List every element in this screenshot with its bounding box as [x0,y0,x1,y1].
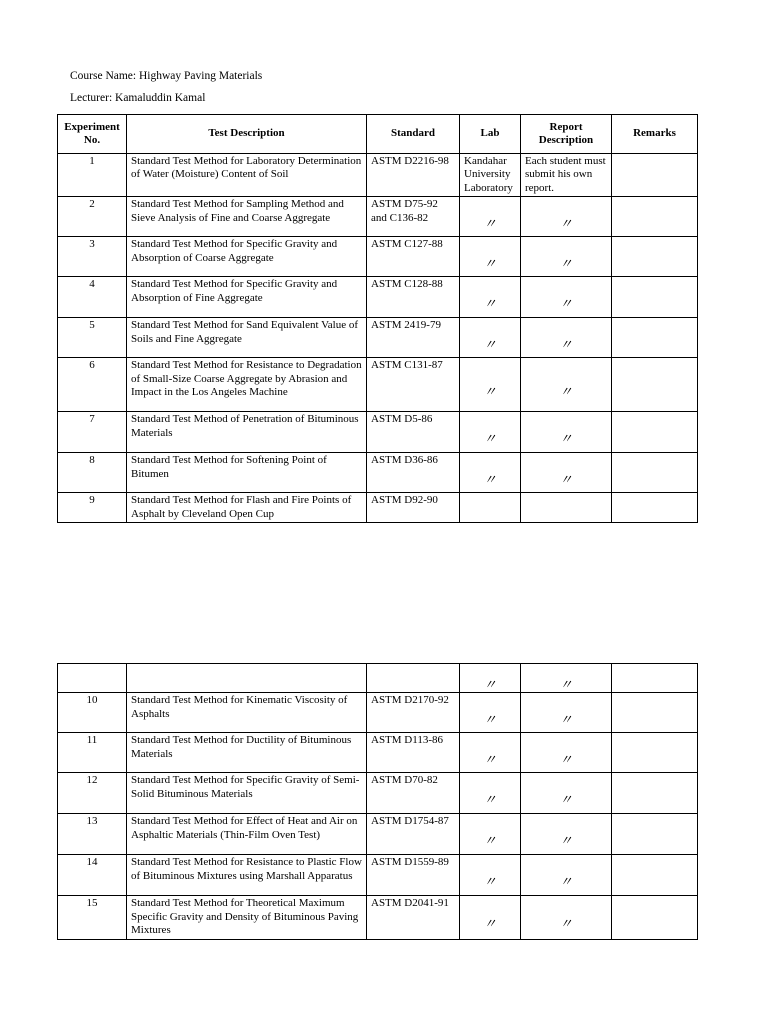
report-description-cell: 〃 [521,318,612,358]
table-row [58,733,698,773]
report-description-cell: 〃 [521,453,612,493]
lab-cell: 〃 [460,693,521,733]
experiment-number-cell: 8 [58,453,127,493]
remarks-cell [612,814,698,855]
report-description-cell: 〃 [521,733,612,773]
course-name: Course Name: Highway Paving Materials [70,70,263,82]
test-description-cell: Standard Test Method for Sand Equivalent Value of Soils and Fine Aggregate [127,318,367,358]
report-description-cell: 〃 [521,277,612,318]
remarks-cell [612,896,698,939]
remarks-cell [612,277,698,318]
lab-cell: 〃 [460,664,521,693]
header-row [58,115,698,154]
remarks-cell [612,773,698,814]
experiment-number-cell: 3 [58,237,127,277]
experiment-number-cell: 11 [58,733,127,773]
experiment-number-cell [58,664,127,693]
standard-cell: ASTM D2170-92 [367,693,460,733]
experiment-number-cell: 15 [58,896,127,939]
experiment-number-cell: 12 [58,773,127,814]
header-lab: Lab [460,115,521,154]
standard-cell: ASTM C128-88 [367,277,460,318]
lab-cell [460,493,521,523]
remarks-cell [612,493,698,523]
report-description-cell: 〃 [521,358,612,412]
lab-cell: 〃 [460,773,521,814]
lab-cell: 〃 [460,412,521,453]
lab-cell: 〃 [460,855,521,896]
experiment-number-cell: 7 [58,412,127,453]
standard-cell: ASTM D5-86 [367,412,460,453]
standard-cell: ASTM D2041-91 [367,896,460,939]
experiments-table-continued [57,663,698,940]
standard-cell: ASTM D1754-87 [367,814,460,855]
lab-cell: 〃 [460,358,521,412]
experiment-number-cell: 1 [58,154,127,197]
table-row [58,197,698,237]
table-row [58,412,698,453]
test-description-cell: Standard Test Method for Theoretical Maximum Specific Gravity and Density of Bituminous Paving Mixtures [127,896,367,939]
table-row [58,237,698,277]
remarks-cell [612,197,698,237]
lab-cell: 〃 [460,197,521,237]
header-report-description: Report Description [521,115,612,154]
remarks-cell [612,453,698,493]
standard-cell: ASTM 2419-79 [367,318,460,358]
remarks-cell [612,733,698,773]
standard-cell: ASTM D1559-89 [367,855,460,896]
table-row [58,277,698,318]
test-description-cell: Standard Test Method for Resistance to Degradation of Small-Size Coarse Aggregate by Abrasion and Impact in the Los Angeles Machine [127,358,367,412]
header-test-description: Test Description [127,115,367,154]
remarks-cell [612,318,698,358]
table-row [58,855,698,896]
header-standard: Standard [367,115,460,154]
standard-cell: ASTM D36-86 [367,453,460,493]
test-description-cell: Standard Test Method for Flash and Fire Points of Asphalt by Cleveland Open Cup [127,493,367,523]
remarks-cell [612,855,698,896]
header-remarks: Remarks [612,115,698,154]
experiments-table [57,114,698,523]
standard-cell: ASTM C131-87 [367,358,460,412]
table-row [58,693,698,733]
header-experiment-no: Experiment No. [58,115,127,154]
test-description-cell [127,664,367,693]
table-row [58,493,698,523]
test-description-cell: Standard Test Method for Sampling Method and Sieve Analysis of Fine and Coarse Aggregate [127,197,367,237]
test-description-cell: Standard Test Method for Effect of Heat and Air on Asphaltic Materials (Thin-Film Oven Test) [127,814,367,855]
lecturer-name: Lecturer: Kamaluddin Kamal [70,92,206,104]
report-description-cell: 〃 [521,197,612,237]
test-description-cell: Standard Test Method for Resistance to Plastic Flow of Bituminous Mixtures using Marshall Apparatus [127,855,367,896]
standard-cell: ASTM D70-82 [367,773,460,814]
remarks-cell [612,412,698,453]
standard-cell: ASTM D113-86 [367,733,460,773]
table-row [58,664,698,693]
test-description-cell: Standard Test Method for Specific Gravity and Absorption of Coarse Aggregate [127,237,367,277]
experiment-number-cell: 9 [58,493,127,523]
experiment-number-cell: 10 [58,693,127,733]
lab-cell: 〃 [460,277,521,318]
table-row [58,896,698,939]
report-description-cell: 〃 [521,412,612,453]
table-row [58,318,698,358]
experiment-number-cell: 2 [58,197,127,237]
remarks-cell [612,664,698,693]
report-description-cell: 〃 [521,693,612,733]
standard-cell [367,664,460,693]
experiment-number-cell: 13 [58,814,127,855]
test-description-cell: Standard Test Method for Specific Gravity and Absorption of Fine Aggregate [127,277,367,318]
report-description-cell: 〃 [521,855,612,896]
lab-cell: Kandahar University Laboratory [460,154,521,197]
experiment-number-cell: 6 [58,358,127,412]
lab-cell: 〃 [460,896,521,939]
standard-cell: ASTM D2216-98 [367,154,460,197]
table-row [58,453,698,493]
test-description-cell: Standard Test Method for Ductility of Bituminous Materials [127,733,367,773]
experiment-number-cell: 4 [58,277,127,318]
test-description-cell: Standard Test Method for Kinematic Viscosity of Asphalts [127,693,367,733]
report-description-cell: Each student must submit his own report. [521,154,612,197]
remarks-cell [612,237,698,277]
remarks-cell [612,154,698,197]
lab-cell: 〃 [460,237,521,277]
lab-cell: 〃 [460,453,521,493]
test-description-cell: Standard Test Method for Laboratory Determination of Water (Moisture) Content of Soil [127,154,367,197]
standard-cell: ASTM D75-92 and C136-82 [367,197,460,237]
report-description-cell: 〃 [521,237,612,277]
lab-cell: 〃 [460,318,521,358]
report-description-cell: 〃 [521,896,612,939]
standard-cell: ASTM C127-88 [367,237,460,277]
remarks-cell [612,358,698,412]
report-description-cell [521,493,612,523]
lab-cell: 〃 [460,733,521,773]
experiment-number-cell: 14 [58,855,127,896]
test-description-cell: Standard Test Method for Specific Gravity of Semi-Solid Bituminous Materials [127,773,367,814]
standard-cell: ASTM D92-90 [367,493,460,523]
test-description-cell: Standard Test Method of Penetration of Bituminous Materials [127,412,367,453]
table-row [58,814,698,855]
table-row [58,154,698,197]
report-description-cell: 〃 [521,664,612,693]
table-row [58,358,698,412]
report-description-cell: 〃 [521,773,612,814]
table-row [58,773,698,814]
test-description-cell: Standard Test Method for Softening Point of Bitumen [127,453,367,493]
experiment-number-cell: 5 [58,318,127,358]
lab-cell: 〃 [460,814,521,855]
report-description-cell: 〃 [521,814,612,855]
remarks-cell [612,693,698,733]
